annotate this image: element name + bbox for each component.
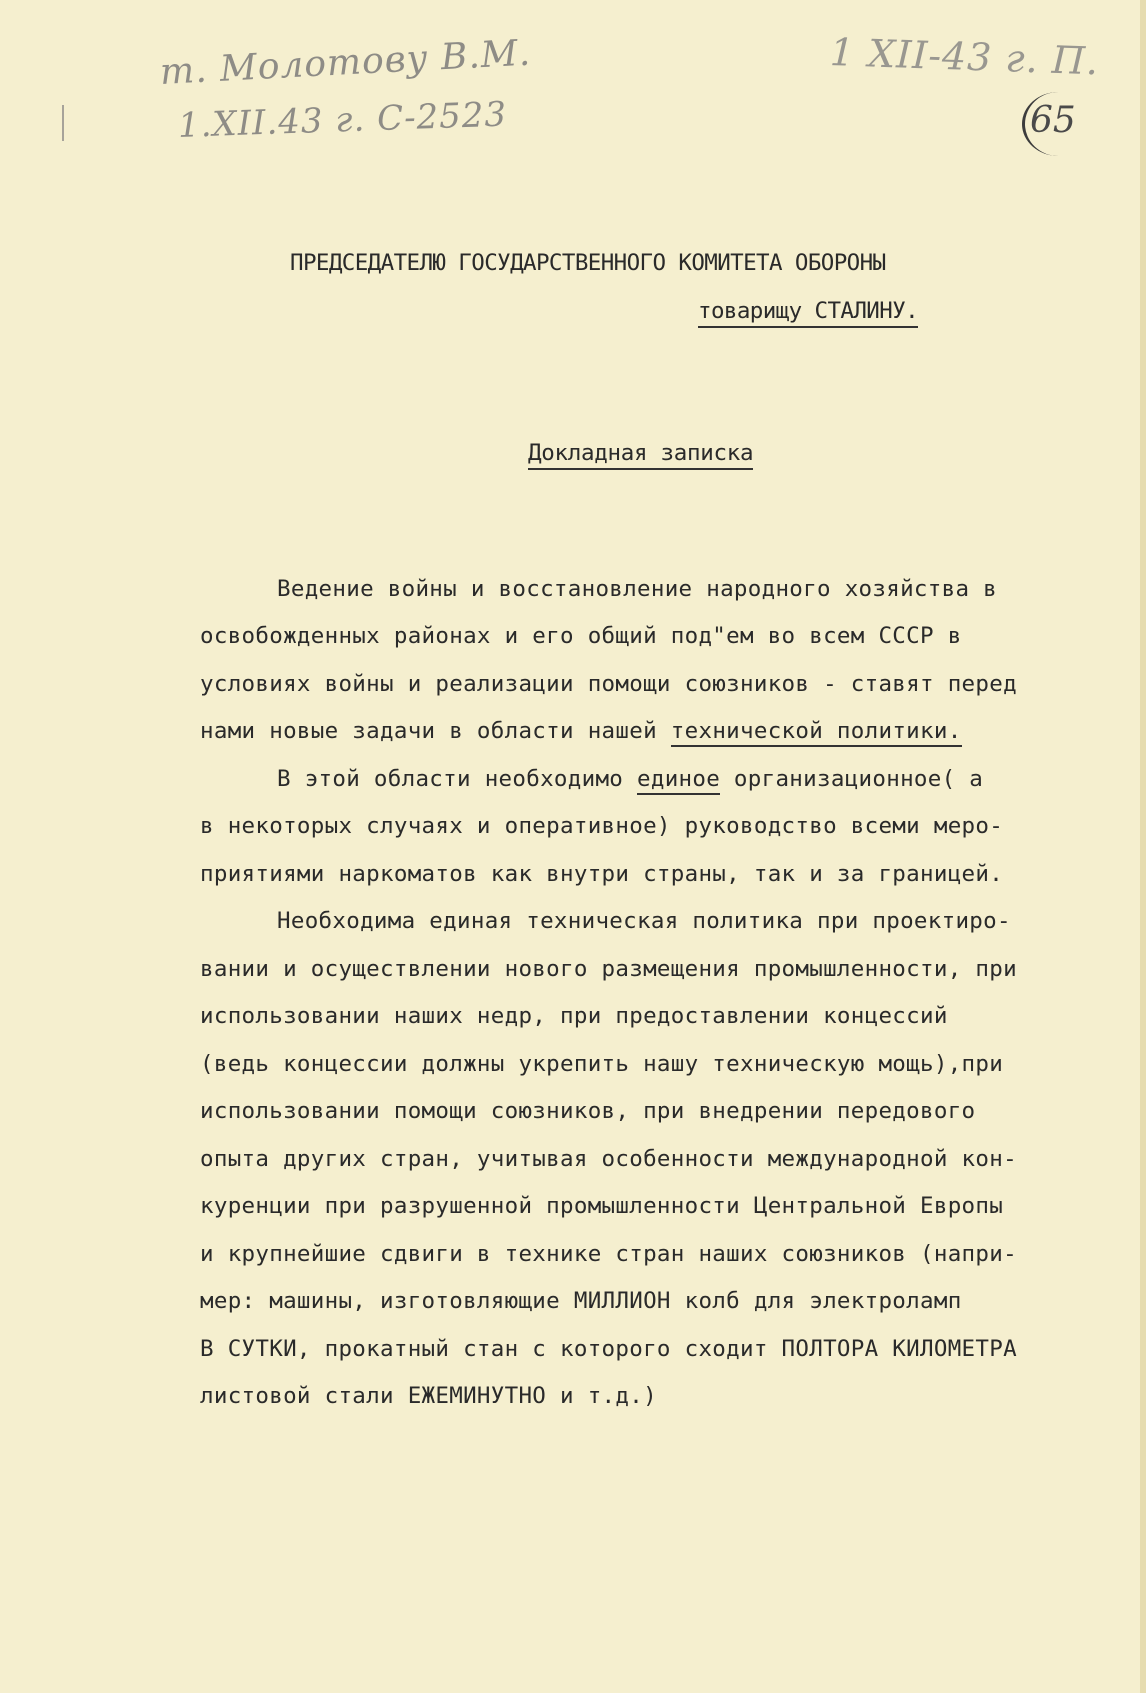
handwritten-date: 1 XII-43 г. П. <box>829 30 1100 84</box>
body-line: опыта других стран, учитывая особенности международной кон- <box>200 1146 1017 1172</box>
body-text: организационное( а <box>720 766 984 792</box>
underlined-phrase: технической политики. <box>671 718 962 747</box>
body-line: в некоторых случаях и оперативное) руководство всеми меро- <box>200 813 1004 839</box>
body-line: использовании помощи союзников, при внедрении передового <box>200 1098 976 1124</box>
body-text: нами новые задачи в области нашей <box>200 718 671 744</box>
body-line: освобожденных районах и его общий под"ем во всем СССР в <box>200 623 962 649</box>
body-line: и крупнейшие сдвиги в технике стран наших союзников (напри- <box>200 1241 1017 1267</box>
underlined-word: единое <box>637 766 720 795</box>
recipient-title: ПРЕДСЕДАТЕЛЮ ГОСУДАРСТВЕННОГО КОМИТЕТА ОБОРОНЫ <box>290 250 886 276</box>
body-line: В СУТКИ, прокатный стан с которого сходит ПОЛТОРА КИЛОМЕТРА <box>200 1336 1017 1362</box>
recipient-name: товарищу СТАЛИНУ. <box>698 298 918 328</box>
body-text: В этой области необходимо <box>277 766 637 792</box>
body-line: приятиями наркоматов как внутри страны, так и за границей. <box>200 861 1004 887</box>
body-line: условиях войны и реализации помощи союзников - ставят перед <box>200 671 1017 697</box>
document-title: Докладная записка <box>528 440 753 470</box>
body-line: вании и осуществлении нового размещения промышленности, при <box>200 956 1017 982</box>
body-line: мер: машины, изготовляющие МИЛЛИОН колб для электроламп <box>200 1288 962 1314</box>
body-line: использовании наших недр, при предоставлении концессий <box>200 1003 948 1029</box>
body-line: Ведение войны и восстановление народного хозяйства в <box>277 576 997 602</box>
body-line: (ведь концессии должны укрепить нашу техническую мощь),при <box>200 1051 1004 1077</box>
handwritten-reference: 1.XII.43 г. С-2523 <box>177 94 508 146</box>
body-line: Необходима единая техническая политика при проектиро- <box>277 908 1011 934</box>
margin-mark <box>62 105 64 141</box>
body-line: листовой стали ЕЖЕМИНУТНО и т.д.) <box>200 1383 657 1409</box>
body-line <box>200 718 962 744</box>
folio-number: 65 <box>1030 100 1076 141</box>
body-line <box>277 766 983 792</box>
body-line: куренции при разрушенной промышленности Центральной Европы <box>200 1193 1004 1219</box>
handwritten-addressee: т. Молотову В.М. <box>158 32 533 93</box>
